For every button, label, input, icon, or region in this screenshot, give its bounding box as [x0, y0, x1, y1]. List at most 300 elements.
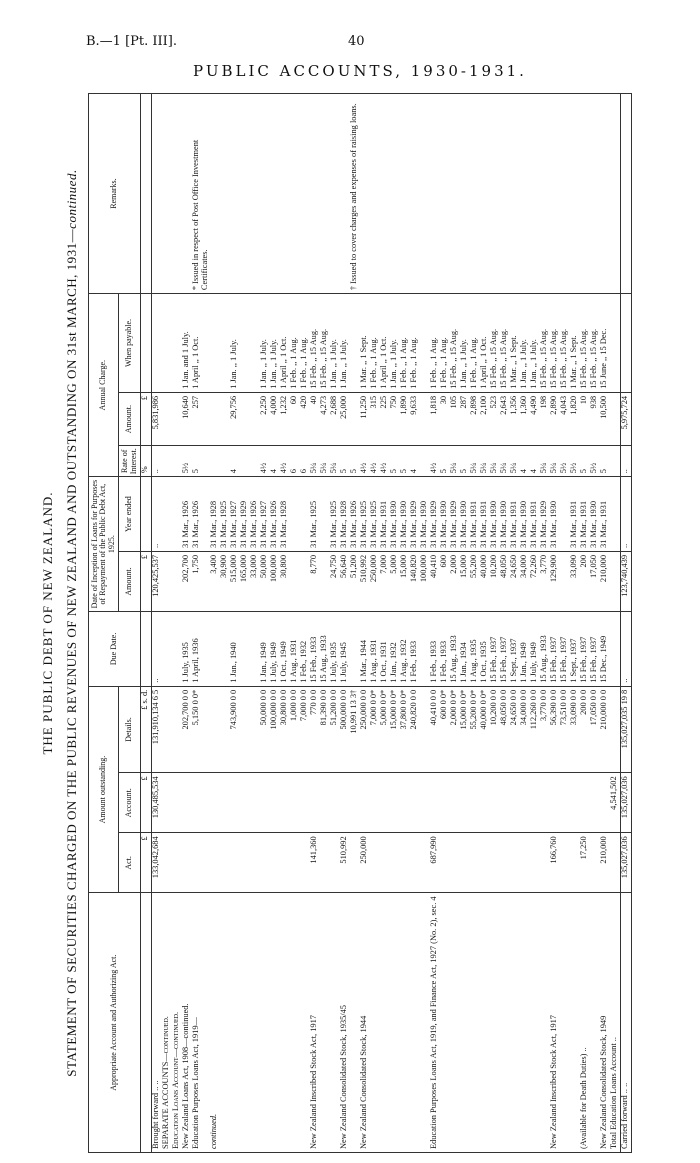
table-cell: 31 Mar., 1931 [600, 477, 610, 552]
table-cell [610, 294, 621, 393]
table-cell: 1,356 [510, 392, 520, 445]
table-cell: 1 Mar. ,, 1 Sept. [570, 294, 580, 393]
table-cell: 1 April, 1936 [192, 611, 210, 686]
table-cell: 31 Mar., 1930 [520, 477, 530, 552]
table-cell [480, 833, 490, 893]
table-cell: 100,000 0 0 [270, 686, 280, 773]
table-cell: 133,042,684 [151, 833, 162, 893]
table-cell: 15 Feb., 1937 [560, 611, 570, 686]
col-inc-amount: Amount. [119, 551, 141, 611]
table-cell [360, 773, 370, 833]
table-cell: 1 Mar. ,, 1 Sept. [360, 294, 370, 393]
table-cell [380, 94, 390, 294]
table-cell [240, 446, 250, 477]
table-cell: 135,027,035 19 8 [620, 686, 631, 773]
table-cell: 1 Aug., 1931 [290, 611, 300, 686]
table-cell [220, 773, 230, 833]
table-cell [380, 833, 390, 893]
table-cell: 4½ [360, 446, 370, 477]
table-cell: 31 Mar., 1929 [430, 477, 440, 552]
table-cell [290, 477, 300, 552]
col-due-date: Due Date. [89, 611, 141, 686]
table-cell [330, 773, 340, 833]
table-cell: 56,390 0 0 [550, 686, 560, 773]
table-cell: 50,000 [260, 551, 270, 611]
table-cell: 31 Mar., 1931 [530, 477, 540, 552]
table-cell [240, 686, 250, 773]
table-cell: 31 Mar., 1928 [210, 477, 220, 552]
table-cell: 15 June ,, 15 Dec. [600, 294, 610, 393]
table-cell: 112,260 0 0 [530, 686, 540, 773]
table-cell: 31 Mar., 1930 [440, 477, 450, 552]
table-cell: 1 Jan. ,, 1 July. [270, 294, 280, 393]
table-cell: 120,425,537 [151, 551, 162, 611]
table-cell: 31 Mar., 1925 [330, 477, 340, 552]
table-cell: 1,232 [280, 392, 290, 445]
table-row [460, 94, 470, 1153]
table-cell: 4 [520, 446, 530, 477]
table-cell: .. [620, 446, 631, 477]
table-cell [230, 833, 240, 893]
table-cell [220, 893, 230, 1153]
table-cell: 1 Aug., 1931 [370, 611, 380, 686]
table-cell [540, 773, 550, 833]
table-cell [400, 94, 410, 294]
table-row [430, 94, 440, 1153]
table-row [470, 94, 480, 1153]
table-cell: 31 Mar., 1930 [490, 477, 500, 552]
table-row [600, 94, 610, 1153]
table-cell [550, 773, 560, 833]
table-row [250, 94, 260, 1153]
table-cell: 1,360 [520, 392, 530, 445]
table-cell [320, 833, 330, 893]
table-cell: 10,200 [490, 551, 500, 611]
table-cell [360, 94, 370, 294]
table-cell: 500,000 0 0 [340, 686, 350, 773]
table-cell [151, 294, 162, 393]
table-cell: 17,050 [590, 551, 600, 611]
table-cell [280, 893, 290, 1153]
table-cell: 1 Jan. ,, 1 July. [260, 294, 270, 393]
table-cell: 30,800 0 0 [280, 686, 290, 773]
table-cell [260, 833, 270, 893]
table-cell: .. [151, 477, 162, 552]
table-cell: 1,818 [430, 392, 440, 445]
table-cell: 130,485,534 [151, 773, 162, 833]
table-row [590, 94, 600, 1153]
table-cell: 4 [230, 446, 240, 477]
table-cell [310, 94, 320, 294]
table-row [192, 94, 210, 1153]
table-cell: Education Loans Account—continued. [172, 893, 182, 1153]
subtitle-continued: continued. [64, 169, 79, 229]
table-cell: 510,992 [340, 833, 350, 893]
securities-table [88, 93, 632, 1153]
table-cell: 72,260 [530, 551, 540, 611]
table-cell [490, 773, 500, 833]
table-cell: 5 [400, 446, 410, 477]
table-row [330, 94, 340, 1153]
table-cell: 31 Mar., 1929 [240, 477, 250, 552]
table-cell: 15 Aug., 1933 [540, 611, 550, 686]
table-cell: 8,770 [310, 551, 320, 611]
table-cell [210, 611, 220, 686]
table-cell: 1 Jan. ,, 1 July. [390, 294, 400, 393]
table-cell: 31 Mar., 1929 [410, 477, 420, 552]
table-cell [162, 686, 172, 773]
table-cell: 4½ [370, 446, 380, 477]
table-cell: 315 [370, 392, 380, 445]
table-cell [270, 773, 280, 833]
table-cell [260, 94, 270, 294]
table-cell [320, 893, 330, 1153]
table-cell [220, 94, 230, 294]
table-cell [440, 94, 450, 294]
table-cell [480, 94, 490, 294]
table-cell: 15 Feb., 1937 [580, 611, 590, 686]
table-row [490, 94, 500, 1153]
table-cell: 5¼ [480, 446, 490, 477]
table-cell: 4,273 [320, 392, 330, 445]
table-cell: 31 Mar., 1928 [280, 477, 290, 552]
table-cell: 743,900 0 0 [230, 686, 240, 773]
table-cell [520, 833, 530, 893]
table-cell: 29,756 [230, 392, 240, 445]
table-cell [400, 833, 410, 893]
table-cell: 33,090 0 0 [570, 686, 580, 773]
table-cell: 15 Feb. ,, 15 Aug. [550, 294, 560, 393]
table-row [550, 94, 560, 1153]
table-cell: 750 [390, 392, 400, 445]
table-cell [620, 94, 631, 294]
table-cell [172, 773, 182, 833]
table-cell: 1 Feb. ,, 1 Aug. [430, 294, 440, 393]
table-row [360, 94, 370, 1153]
table-cell [560, 94, 570, 294]
table-cell: 1 Jan. ,, 1 July. [460, 294, 470, 393]
table-cell: £ s. d. [140, 686, 151, 773]
table-cell [230, 893, 240, 1153]
table-cell: 1,890 [400, 392, 410, 445]
table-cell [140, 94, 151, 294]
table-cell: 5¼ [510, 446, 520, 477]
table-row [450, 94, 460, 1153]
table-cell [192, 833, 210, 893]
table-cell: 2,000 0 0* [450, 686, 460, 773]
table-cell: 31 Mar., 1929 [540, 477, 550, 552]
table-cell: 55,200 0 0* [470, 686, 480, 773]
table-cell [610, 833, 621, 893]
table-cell [240, 294, 250, 393]
table-cell: 15,000 [460, 551, 470, 611]
table-cell: 40 [310, 392, 320, 445]
table-cell: 1 Mar. ,, 1 Sept. [510, 294, 520, 393]
table-cell: 48,050 0 0 [500, 686, 510, 773]
table-cell: 2,250 [260, 392, 270, 445]
table-cell: 55,200 [470, 551, 480, 611]
col-amount-outstanding: Amount outstanding. [89, 686, 119, 893]
table-cell: 257 [192, 392, 210, 445]
table-cell: 1 Jan. ,, 1 July. [330, 294, 340, 393]
table-cell [500, 833, 510, 893]
table-cell: 600 0 0* [440, 686, 450, 773]
table-cell: 1 Sept., 1937 [570, 611, 580, 686]
table-cell: 15 Dec., 1949 [600, 611, 610, 686]
table-cell [430, 773, 440, 833]
table-cell [140, 611, 151, 686]
table-cell: 31 Mar., 1930 [460, 477, 470, 552]
table-cell: Brought forward .. .. [151, 893, 162, 1153]
table-cell [290, 94, 300, 294]
table-cell [490, 833, 500, 893]
table-cell [240, 833, 250, 893]
table-row [300, 94, 310, 1153]
table-cell [610, 551, 621, 611]
table-cell [162, 773, 172, 833]
table-cell: 141,360 [310, 833, 320, 893]
table-cell [270, 833, 280, 893]
table-cell: 1 April ,, 1 Oct. [480, 294, 490, 393]
table-cell [560, 773, 570, 833]
table-cell: 1 July, 1935 [330, 611, 340, 686]
table-cell: 1 July, 1945 [340, 611, 350, 686]
table-cell: 5 [440, 446, 450, 477]
table-row [162, 94, 172, 1153]
table-cell [590, 773, 600, 833]
table-cell: 1 Sept., 1937 [510, 611, 520, 686]
table-cell: 515,000 [230, 551, 240, 611]
table-cell: 1 Jan., 1940 [230, 611, 240, 686]
table-cell: 1 Feb. ,, 1 Aug. [470, 294, 480, 393]
table-cell: 131,910,134 6 5 [151, 686, 162, 773]
table-cell: 100,000 [420, 551, 430, 611]
table-cell: 420 [300, 392, 310, 445]
table-cell [460, 833, 470, 893]
table-cell: 37,800 0 0* [400, 686, 410, 773]
table-cell [250, 893, 260, 1153]
table-row [520, 94, 530, 1153]
table-cell: 34,000 [520, 551, 530, 611]
table-cell: 31 Mar., 1930 [390, 477, 400, 552]
table-cell [290, 773, 300, 833]
table-cell: 5¼ [490, 446, 500, 477]
table-cell: 4½ [280, 446, 290, 477]
table-cell [450, 94, 460, 294]
table-cell [260, 773, 270, 833]
table-cell [260, 893, 270, 1153]
table-row [240, 94, 250, 1153]
table-cell: 31 Mar., 1930 [590, 477, 600, 552]
table-cell [270, 94, 280, 294]
table-cell [610, 392, 621, 445]
table-cell [151, 94, 162, 294]
table-row [290, 94, 300, 1153]
table-cell: 1 Jan. ,, 1 July. [520, 294, 530, 393]
table-cell [210, 392, 220, 445]
table-cell: 51,200 [350, 551, 360, 611]
table-cell: 5 [390, 446, 400, 477]
table-cell: 4 [410, 446, 420, 477]
table-cell: 7,000 [380, 551, 390, 611]
table-row [350, 94, 360, 1153]
table-cell [540, 94, 550, 294]
table-cell [550, 94, 560, 294]
table-cell: 40,000 [480, 551, 490, 611]
table-cell: SEPARATE ACCOUNTS—continued. [162, 893, 172, 1153]
table-cell: £ [140, 392, 151, 445]
table-cell [290, 893, 300, 1153]
table-row [560, 94, 570, 1153]
table-cell: 10,500 [600, 392, 610, 445]
table-cell [300, 773, 310, 833]
table-cell: 5 [192, 446, 210, 477]
table-cell: 31 Mar., 1927 [260, 477, 270, 552]
table-cell: 1 Oct., 1935 [480, 611, 490, 686]
table-row [310, 94, 320, 1153]
table-cell: Education Purposes Loans Act, 1919, and Finance Act, 1927 (No. 2), sec. 4 [430, 893, 440, 1153]
table-cell [210, 446, 220, 477]
table-cell [320, 773, 330, 833]
table-cell: 5,000 [390, 551, 400, 611]
table-cell: 1 Feb. ,, 1 Aug. [370, 294, 380, 393]
table-cell: 4,541,502 [610, 773, 621, 833]
table-cell [140, 477, 151, 552]
table-cell: 31 Mar., 1928 [340, 477, 350, 552]
table-cell [450, 833, 460, 893]
table-cell [570, 94, 580, 294]
table-cell [610, 611, 621, 686]
table-cell: 5¼ [450, 446, 460, 477]
table-cell: 250,000 0 0 [360, 686, 370, 773]
table-cell: 15 Feb. ,, 15 Aug. [320, 294, 330, 393]
table-cell [530, 773, 540, 833]
col-inception: Date of Inception of Loans for Purposes of Repayment of the Public Debt Act, 1925. [89, 477, 119, 612]
table-cell [172, 833, 182, 893]
table-cell: 5¼ [500, 446, 510, 477]
table-cell: 3,770 0 0 [540, 686, 550, 773]
table-row [440, 94, 450, 1153]
table-cell: 250,000 [370, 551, 380, 611]
col-details: Details. [119, 686, 141, 773]
table-cell [440, 893, 450, 1153]
table-cell [420, 94, 430, 294]
table-cell [380, 773, 390, 833]
table-cell: 165,000 [240, 551, 250, 611]
table-cell: 140,820 [410, 551, 420, 611]
table-cell: 10,640 [182, 392, 192, 445]
table-cell [460, 94, 470, 294]
table-cell: 4½ [430, 446, 440, 477]
table-cell [162, 446, 172, 477]
table-row [380, 94, 390, 1153]
table-row [140, 94, 151, 1153]
table-cell: 3,770 [540, 551, 550, 611]
table-cell: 33,090 [570, 551, 580, 611]
table-cell [500, 773, 510, 833]
table-cell: 1 Oct., 1931 [380, 611, 390, 686]
table-cell [250, 833, 260, 893]
table-cell [530, 893, 540, 1153]
table-cell: 1 Jan. and 1 July. [182, 294, 192, 393]
table-cell: 1 Jan., 1934 [460, 611, 470, 686]
table-cell: (Available for Death Duties) .. [580, 893, 590, 1153]
table-cell [240, 773, 250, 833]
table-cell: 7,000 0 0* [370, 686, 380, 773]
col-act: Act. [119, 833, 141, 893]
table-cell: New Zealand Consolidated Stock, 1935/45 [340, 893, 350, 1153]
subtitle-text: STATEMENT OF SECURITIES CHARGED ON THE PUBLIC REVENUES OF NEW ZEALAND AND OUTSTANDING ON 31st MARCH, 1931— [64, 228, 79, 1077]
table-row [230, 94, 240, 1153]
table-cell: 15 Feb., 1937 [590, 611, 600, 686]
table-cell: 1 July, 1935 [182, 611, 192, 686]
table-cell [140, 294, 151, 393]
table-cell: 5½ [590, 446, 600, 477]
table-row [610, 94, 621, 1153]
table-cell [450, 773, 460, 833]
table-cell: 6 [290, 446, 300, 477]
table-cell: 56,640 [340, 551, 350, 611]
table-cell: 15 Feb., 1937 [500, 611, 510, 686]
table-cell: 1 Jan., 1949 [260, 611, 270, 686]
table-cell [280, 833, 290, 893]
table-cell [620, 294, 631, 393]
table-cell [410, 833, 420, 893]
table-cell: 40,410 0 0 [430, 686, 440, 773]
table-cell [210, 773, 220, 833]
table-cell: 287 [460, 392, 470, 445]
table-cell [370, 833, 380, 893]
table-cell: 200 0 0 [580, 686, 590, 773]
table-cell: 5,975,724 [620, 392, 631, 445]
table-cell: 4½ [260, 446, 270, 477]
table-cell [410, 773, 420, 833]
table-cell: .. [151, 446, 162, 477]
table-row [500, 94, 510, 1153]
table-cell: * Issued in respect of Post Office Investment Certificates. [192, 94, 210, 294]
table-cell: 1 July, 1949 [530, 611, 540, 686]
table-cell [610, 477, 621, 552]
table-row [390, 94, 400, 1153]
table-cell [162, 294, 172, 393]
table-cell: continued. [210, 893, 220, 1153]
table-cell [440, 773, 450, 833]
table-cell: 210,000 0 0 [600, 686, 610, 773]
table-cell [390, 893, 400, 1153]
table-cell: 24,650 [510, 551, 520, 611]
table-cell: 31 Mar., 1926 [350, 477, 360, 552]
table-cell: 40,000 0 0* [480, 686, 490, 773]
document-subtitle [64, 93, 80, 1153]
table-cell: 31 Mar., 1931 [510, 477, 520, 552]
table-cell [570, 773, 580, 833]
table-cell: 4,490 [530, 392, 540, 445]
table-cell [470, 833, 480, 893]
table-cell: 10 [580, 392, 590, 445]
table-cell: 600 [440, 551, 450, 611]
table-cell [480, 893, 490, 1153]
table-row [151, 94, 162, 1153]
table-cell: % [140, 446, 151, 477]
table-cell: 15,000 [400, 551, 410, 611]
table-cell [530, 833, 540, 893]
col-annual-charge: Annual Charge. [89, 294, 119, 477]
table-cell [370, 94, 380, 294]
table-cell: 1 Jan. ,, 1 July. [530, 294, 540, 393]
table-cell: 10,200 0 0 [490, 686, 500, 773]
table-cell [370, 893, 380, 1153]
table-cell [240, 392, 250, 445]
